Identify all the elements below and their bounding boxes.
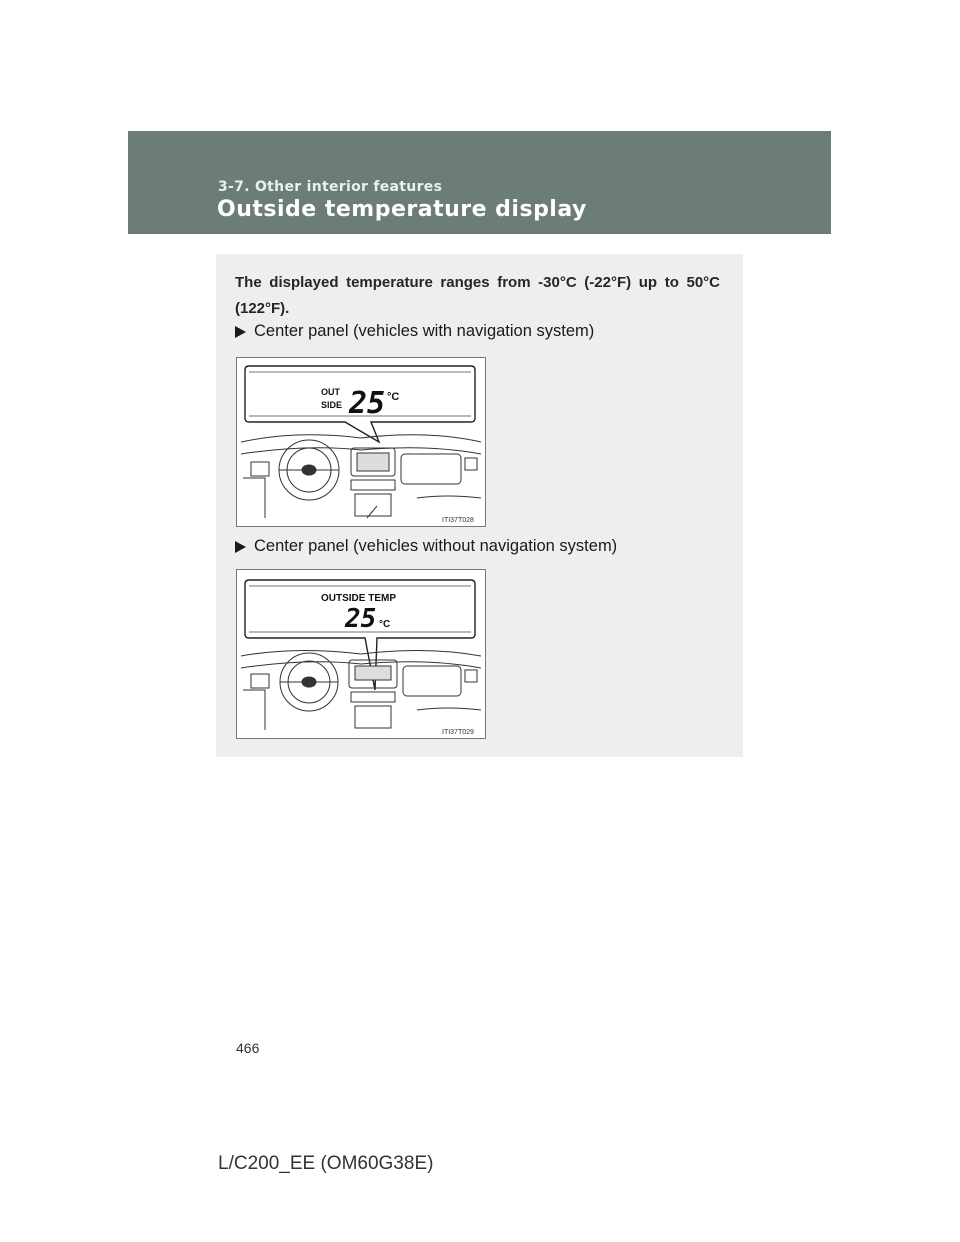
section-heading: 3-7. Other interior features: [218, 179, 443, 195]
display-label-side: SIDE: [321, 400, 343, 410]
bullet-without-navigation: [235, 537, 617, 556]
bullet-label: Center panel (vehicles with navigation system): [254, 322, 595, 340]
triangle-bullet-icon: [235, 541, 246, 553]
display-temp-value: 25: [345, 604, 377, 634]
display-label-out: OUT: [321, 387, 340, 397]
display-temp-unit: °C: [387, 391, 400, 403]
display-temp-value: 25: [349, 386, 386, 421]
bullet-with-navigation: [235, 322, 594, 341]
figure-code: ITI37T028: [442, 517, 474, 524]
figure-with-navigation: [236, 357, 486, 527]
document-footer: L/C200_EE (OM60G38E): [218, 1153, 434, 1174]
dashboard-illustration-no-nav: [237, 570, 485, 738]
display-temp-unit: °C: [379, 619, 391, 630]
display-label-outside-temp: OUTSIDE TEMP: [321, 593, 397, 604]
page-title: Outside temperature display: [217, 197, 587, 222]
intro-text: The displayed temperature ranges from -30°C (-22°F) up to 50°C (122°F).: [235, 274, 720, 317]
figure-without-navigation: [236, 569, 486, 739]
dashboard-illustration-nav: [237, 358, 485, 526]
figure-code: ITI37T029: [442, 729, 474, 736]
triangle-bullet-icon: [235, 326, 246, 338]
page-number: 466: [236, 1040, 260, 1056]
bullet-label: Center panel (vehicles without navigation system): [254, 537, 618, 555]
